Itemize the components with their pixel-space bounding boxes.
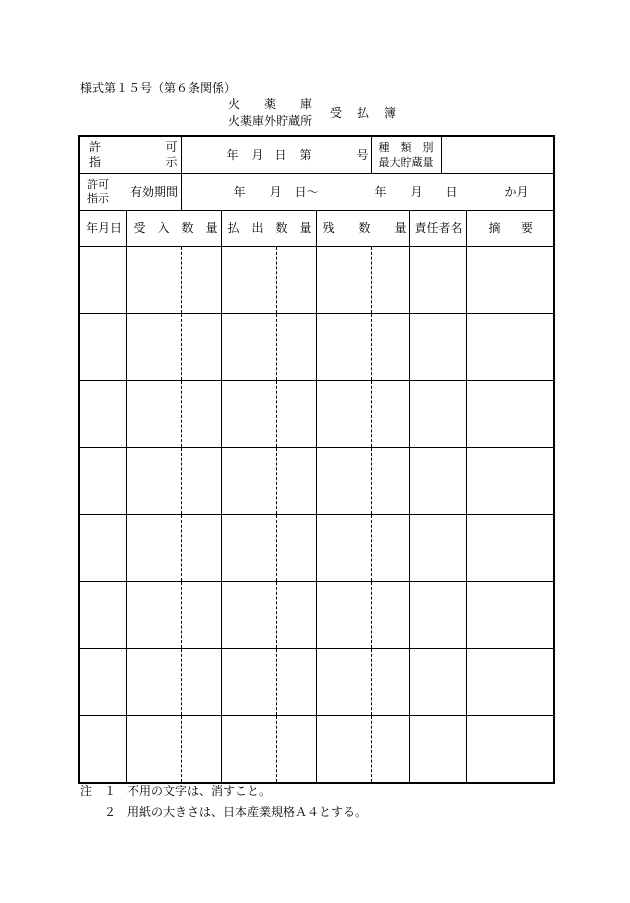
responsible-person-cell [409,582,466,649]
permit-number-prefix: 第 [299,148,312,162]
start-year-label: 年 [233,185,246,199]
issued-quantity-cell-left [221,515,276,582]
note-number: １ [104,784,117,798]
received-quantity-cell-left [126,649,181,716]
notes-marker: 注 [80,784,93,798]
end-month-label: 月 [410,185,423,199]
received-quantity-cell-left [126,247,181,314]
received-quantity-cell-left [126,582,181,649]
responsible-person-cell [409,381,466,448]
balance-quantity-cell-right [371,716,409,783]
issued-quantity-cell-left [221,381,276,448]
form-number: 様式第１５号（第６条関係） [80,81,237,95]
validity-permit-line1: 許可 [87,178,109,191]
remarks-cell [466,515,554,582]
title-ledger: 受 払 簿 [330,106,396,120]
ledger-entries [79,247,554,783]
received-quantity-cell-right [181,381,221,448]
received-quantity-cell-left [126,448,181,515]
permit-label-line1: 許 可 [89,140,178,154]
column-header-date-cell [79,211,126,247]
remarks-cell [466,649,554,716]
validity-period-label: 有効期間 [130,185,179,199]
balance-quantity-cell-left [316,247,371,314]
issued-quantity-cell-left [221,649,276,716]
issued-quantity-cell-left [221,314,276,381]
received-quantity-cell-right [181,716,221,783]
received-quantity-cell-right [181,448,221,515]
remarks-cell [466,582,554,649]
issued-quantity-cell-left [221,247,276,314]
remarks-cell [466,381,554,448]
ledger-row [79,582,554,649]
end-day-label: 日 [445,185,458,199]
end-year-label: 年 [374,185,387,199]
issued-quantity-cell-right [276,448,316,515]
note-text: 用紙の大きさは、日本産業規格Ａ４とする。 [127,805,368,819]
ledger-row [79,448,554,515]
validity-label-cell [79,174,181,211]
ledger-table [78,135,555,784]
column-header-row [79,211,554,247]
balance-quantity-cell-left [316,448,371,515]
column-header-received: 受 入 数 量 [133,221,218,235]
balance-quantity-cell-left [316,314,371,381]
column-header-issued: 払 出 数 量 [227,221,312,235]
column-header-responsible: 責 任 者 名 [414,221,463,235]
responsible-person-cell [409,314,466,381]
balance-quantity-cell-right [371,381,409,448]
ledger-header [79,136,554,247]
responsible-person-cell [409,247,466,314]
issued-quantity-cell-right [276,247,316,314]
received-quantity-cell-left [126,716,181,783]
remarks-cell [466,247,554,314]
received-quantity-cell-right [181,515,221,582]
type-value-cell [441,136,554,174]
ledger-row [79,381,554,448]
duration-unit-label: か月 [504,185,529,199]
balance-quantity-cell-right [371,314,409,381]
validity-period-cell [181,174,554,211]
type-label-cell [371,136,441,174]
issued-quantity-cell-left [221,448,276,515]
validity-permit-line2: 指示 [87,192,109,205]
received-quantity-cell-left [126,515,181,582]
validity-label [80,174,181,210]
permit-year-label: 年 [226,148,239,162]
balance-quantity-cell-left [316,716,371,783]
validity-period-field [182,174,554,210]
responsible-person-cell [409,515,466,582]
permit-date-field [182,137,371,173]
balance-quantity-cell-left [316,515,371,582]
issued-quantity-cell-right [276,582,316,649]
remarks-cell [466,448,554,515]
permit-label-cell [79,136,181,174]
ledger-row [79,314,554,381]
title-storage-explosives: 火 薬 庫 [228,97,312,111]
permit-day-label: 日 [274,148,287,162]
entry-date-cell [79,515,126,582]
balance-quantity-cell-left [316,381,371,448]
column-header-issued-cell [221,211,316,247]
type-label-line1: 種 類 別 [378,141,434,154]
type-label [372,137,441,173]
start-day-label: 日〜 [294,185,319,199]
column-header-remarks-cell [466,211,554,247]
received-quantity-cell-right [181,247,221,314]
permit-date-cell [181,136,371,174]
ledger-row [79,247,554,314]
permit-number-suffix: 号 [356,148,369,162]
issued-quantity-cell-left [221,582,276,649]
issued-quantity-cell-right [276,381,316,448]
responsible-person-cell [409,649,466,716]
entry-date-cell [79,716,126,783]
balance-quantity-cell-left [316,582,371,649]
entry-date-cell [79,314,126,381]
entry-date-cell [79,582,126,649]
permit-row [79,136,554,174]
permit-month-label: 月 [251,148,264,162]
remarks-cell [466,716,554,783]
balance-quantity-cell-left [316,649,371,716]
responsible-person-cell [409,716,466,783]
entry-date-cell [79,649,126,716]
column-header-balance-cell [316,211,409,247]
received-quantity-cell-right [181,582,221,649]
title-storage-outside: 火 薬 庫 外 貯 蔵 所 [228,114,313,128]
note-number: ２ [104,805,117,819]
balance-quantity-cell-right [371,515,409,582]
balance-quantity-cell-right [371,582,409,649]
issued-quantity-cell-right [276,314,316,381]
start-month-label: 月 [269,185,282,199]
validity-row [79,174,554,211]
entry-date-cell [79,448,126,515]
type-label-line2: 最 大 貯 蔵 量 [378,156,434,169]
issued-quantity-cell-right [276,716,316,783]
responsible-person-cell [409,448,466,515]
received-quantity-cell-right [181,649,221,716]
ledger-row [79,716,554,783]
column-header-received-cell [126,211,221,247]
note-text: 不用の文字は、消すこと。 [127,784,272,798]
entry-date-cell [79,381,126,448]
received-quantity-cell-left [126,314,181,381]
issued-quantity-cell-left [221,716,276,783]
ledger-row [79,515,554,582]
column-header-balance: 残 数 量 [322,221,407,235]
ledger-row [79,649,554,716]
balance-quantity-cell-right [371,649,409,716]
column-header-responsible-cell [409,211,466,247]
remarks-cell [466,314,554,381]
entry-date-cell [79,247,126,314]
permit-label-line2: 指 示 [89,155,178,169]
received-quantity-cell-left [126,381,181,448]
permit-label [80,137,181,173]
issued-quantity-cell-right [276,515,316,582]
received-quantity-cell-right [181,314,221,381]
column-header-remarks: 摘 要 [488,221,533,235]
balance-quantity-cell-right [371,448,409,515]
column-header-date: 年 月 日 [86,221,123,235]
issued-quantity-cell-right [276,649,316,716]
balance-quantity-cell-right [371,247,409,314]
